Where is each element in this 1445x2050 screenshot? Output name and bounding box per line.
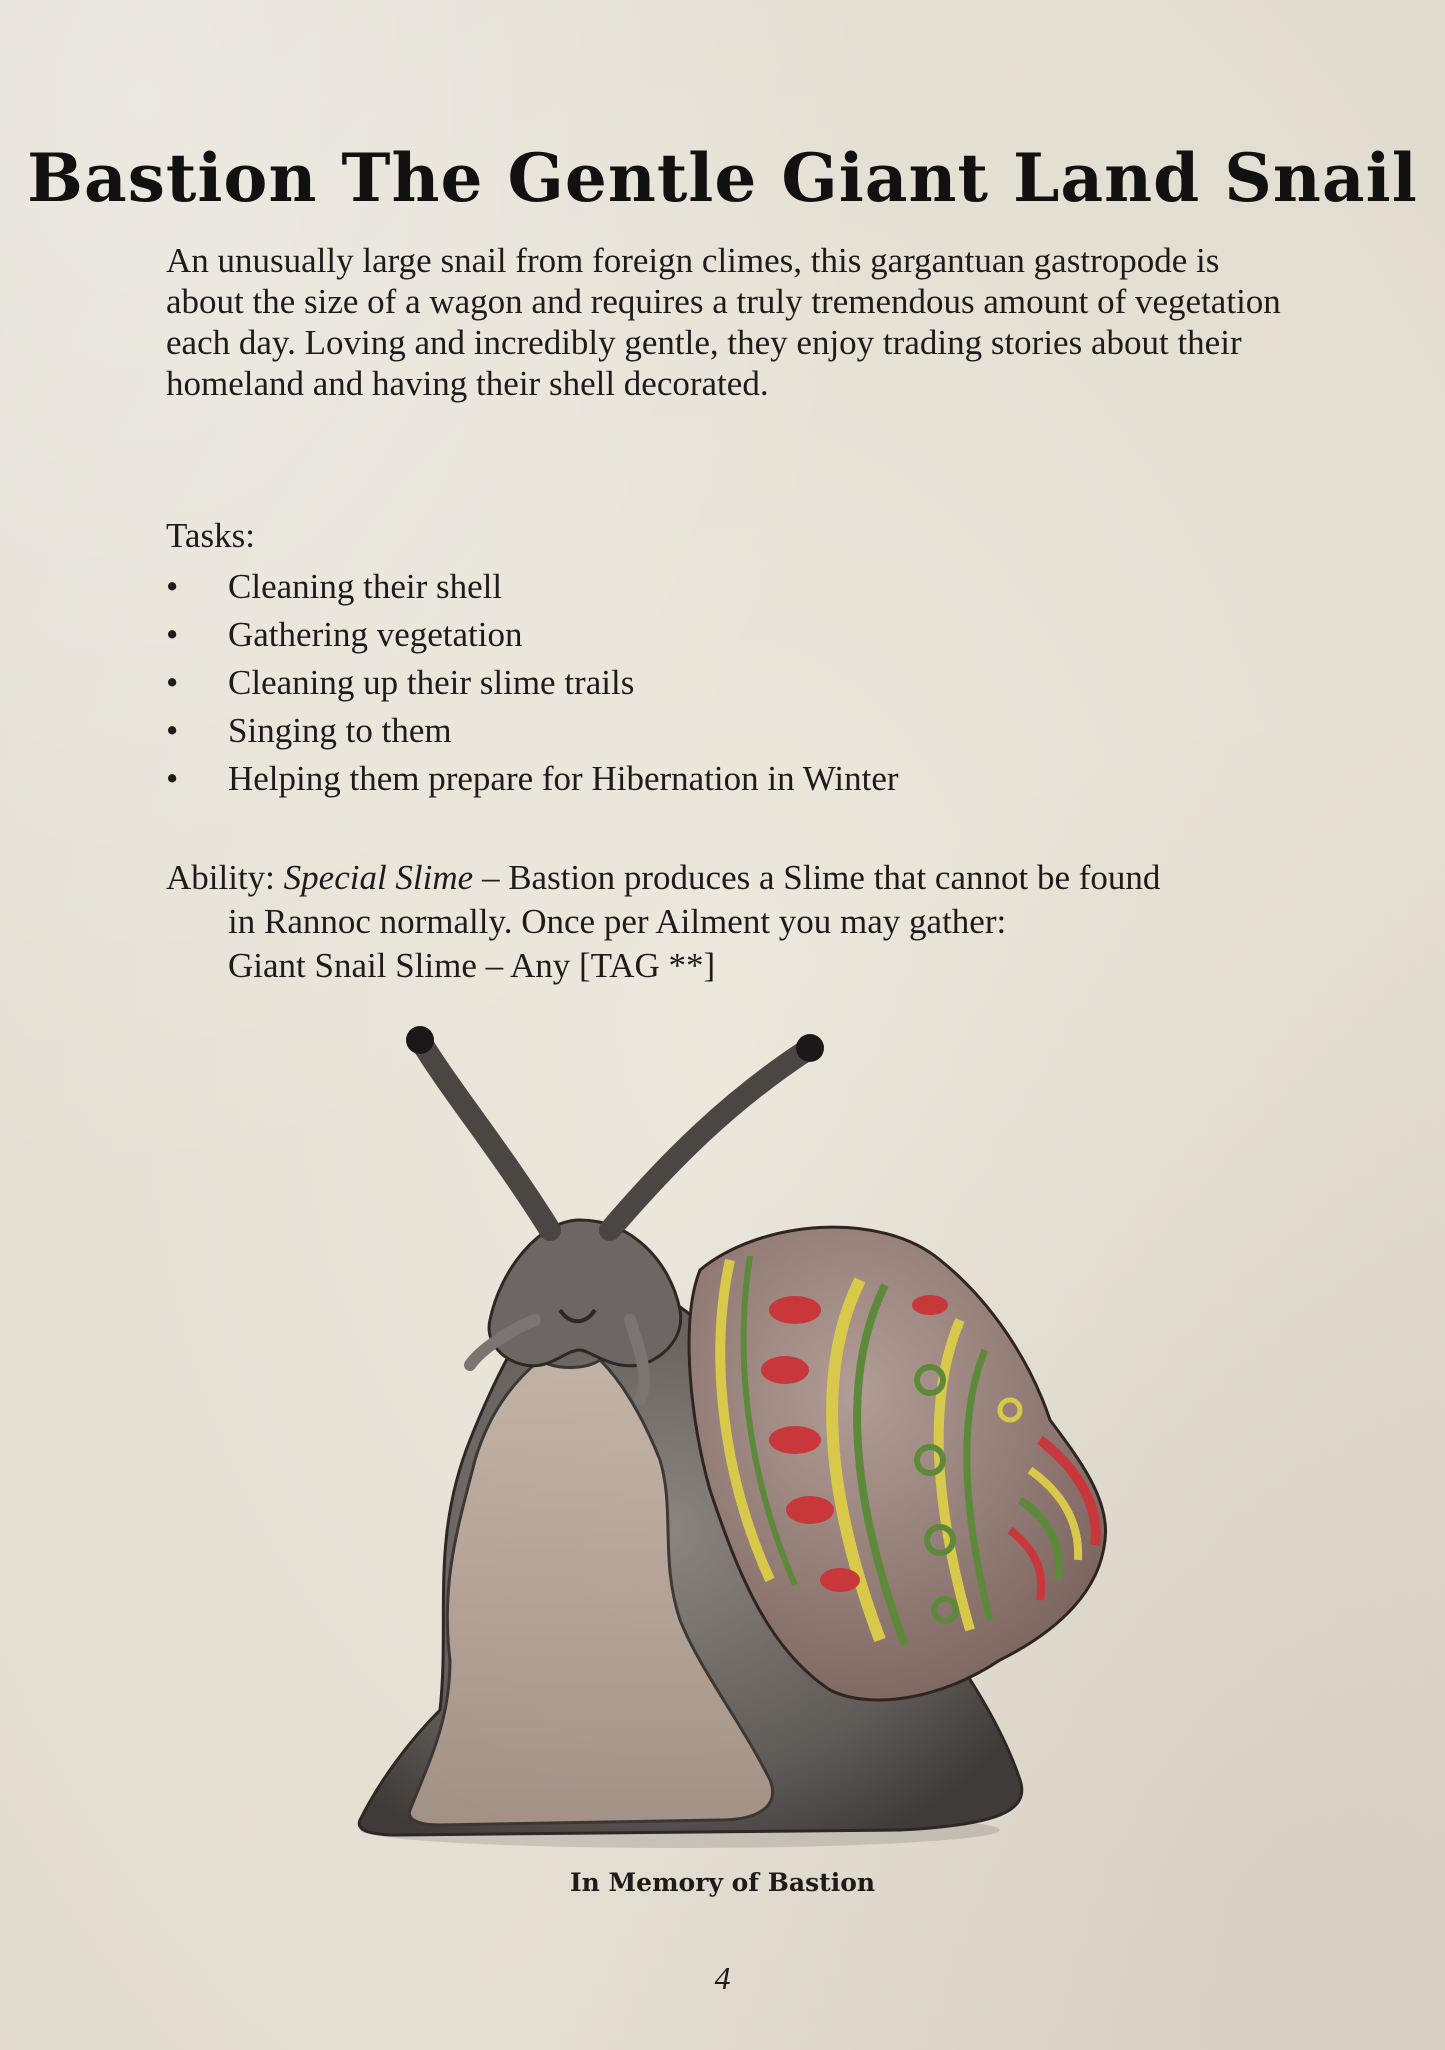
list-item: [166, 563, 899, 611]
list-item: [166, 755, 899, 803]
bullet-icon: •: [166, 663, 179, 702]
right-eye: [796, 1034, 824, 1062]
list-item: [166, 707, 899, 755]
left-tentacle: [420, 1040, 550, 1230]
shell-dot: [769, 1296, 821, 1324]
right-tentacle: [610, 1048, 810, 1230]
snail-head: [489, 1220, 681, 1366]
ability-label: Ability:: [166, 858, 275, 897]
task-text: Cleaning their shell: [228, 567, 503, 606]
task-text: Cleaning up their slime trails: [228, 663, 635, 702]
task-list: [166, 563, 899, 803]
illustration-caption: In Memory of Bastion: [569, 1868, 876, 1897]
ability-description: – Bastion produces a Slime that cannot be found: [481, 858, 1161, 897]
list-item: [166, 611, 899, 659]
shell-dot: [912, 1295, 948, 1315]
intro-paragraph: An unusually large snail from foreign climes, this gargantuan gastropode is about the size of a wagon and requires a truly tremendous amount of vegetation each day. Loving and incredibly gentle, they enjoy trading stories about their homeland and having their shell decorated.: [166, 241, 1281, 403]
task-text: Gathering vegetation: [228, 615, 523, 654]
shell-dot: [786, 1496, 834, 1524]
shell-dot: [769, 1426, 821, 1454]
task-text: Helping them prepare for Hibernation in Winter: [228, 759, 899, 798]
list-item: [166, 659, 899, 707]
shell-dot: [761, 1356, 809, 1384]
ability-gather-line: Giant Snail Slime – Any [TAG **]: [228, 946, 716, 985]
task-text: Singing to them: [228, 711, 452, 750]
page-title: Bastion The Gentle Giant Land Snail: [27, 139, 1418, 218]
ability-name: Special Slime: [283, 858, 474, 897]
shell-dot: [820, 1568, 860, 1592]
bullet-icon: •: [166, 711, 179, 750]
ability-line-2: in Rannoc normally. Once per Ailment you may gather:: [228, 902, 1007, 941]
tasks-heading: Tasks:: [166, 516, 255, 555]
bullet-icon: •: [166, 567, 179, 606]
snail-illustration: [340, 1020, 1120, 1860]
ability-block: [166, 856, 1306, 988]
bullet-icon: •: [166, 759, 179, 798]
left-eye: [406, 1026, 434, 1054]
bullet-icon: •: [166, 615, 179, 654]
page-number: 4: [714, 1960, 731, 1996]
